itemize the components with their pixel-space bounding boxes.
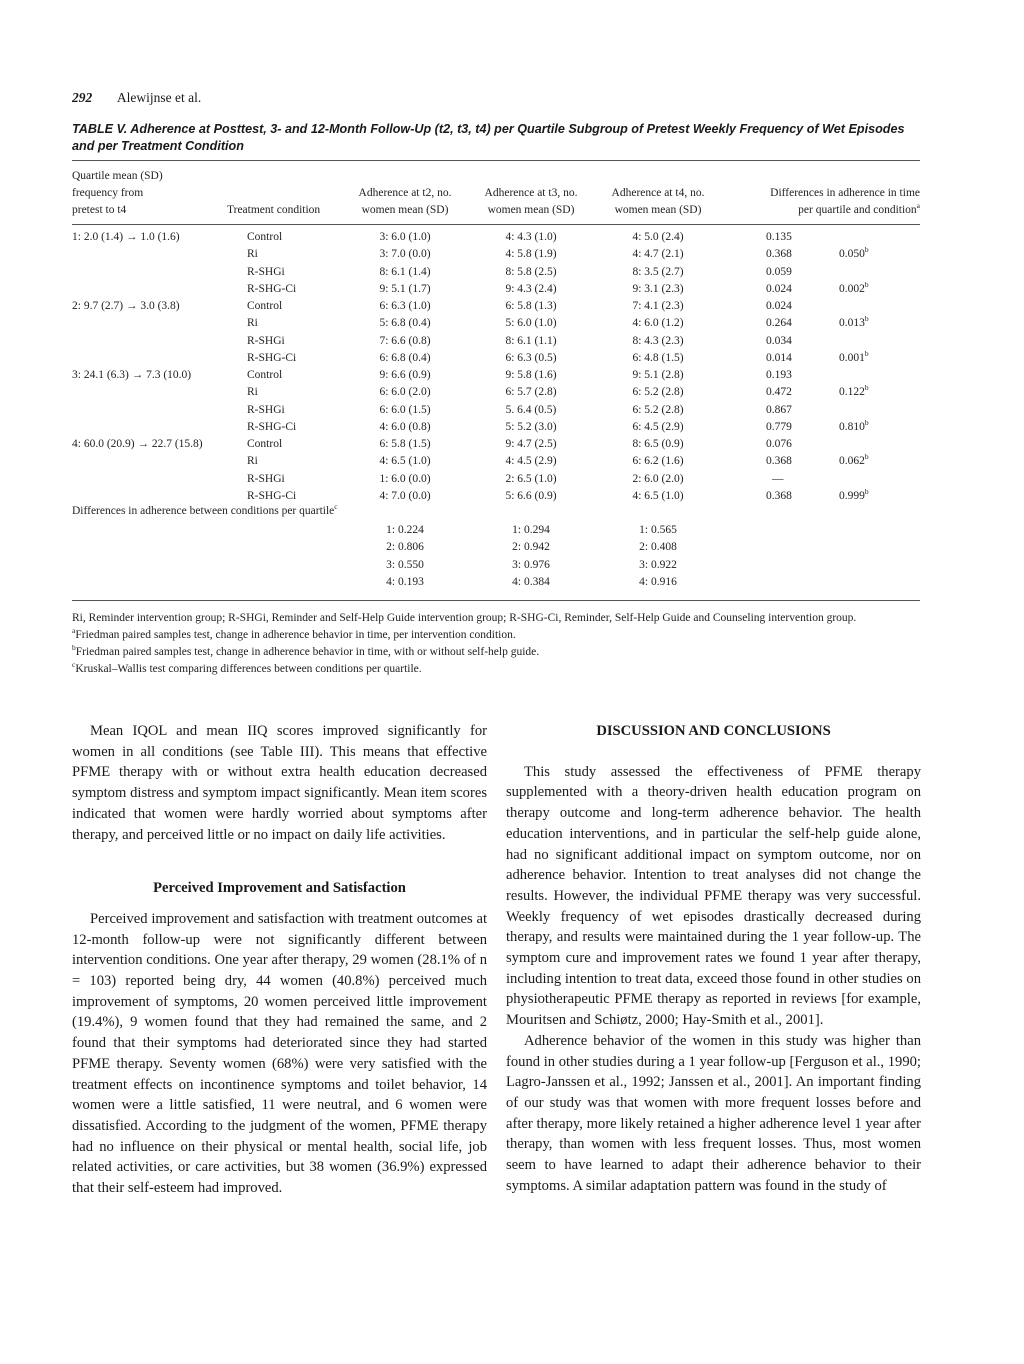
- cell-adherence-t2: 6: 6.8 (0.4): [379, 351, 431, 364]
- cell-p-condition: —: [772, 472, 784, 485]
- cell-p-selfhelp-value: 0.050: [839, 248, 865, 261]
- paragraph-iqol: Mean IQOL and mean IIQ scores improved significantly for women in all conditions (see Table III). This means that effective PFME therapy with or without extra health education decreased symptom distress and symptom impact significantly. Mean item scores indicated that women were hardly worried about symptoms after therapy, and perceived little or no impact on daily life activities.: [72, 723, 487, 843]
- cell-p-condition: 0.368: [766, 248, 792, 261]
- cell-p-condition: 0.034: [766, 334, 792, 347]
- cell-between-t2: 3: 0.550: [386, 558, 424, 571]
- cell-adherence-t3: 4: 5.8 (1.9): [505, 248, 557, 261]
- cell-adherence-t4: 4: 5.0 (2.4): [632, 231, 684, 243]
- footnote-c-mark: c: [72, 660, 76, 670]
- cell-p-selfhelp-sup: b: [864, 245, 869, 255]
- footnote-c-text: Kruskal–Wallis test comparing differences between conditions per quartile.: [75, 663, 422, 675]
- footnote-c: [72, 661, 922, 678]
- cell-p-selfhelp: [839, 453, 869, 470]
- running-head: [72, 90, 201, 106]
- header-t3: [466, 185, 596, 219]
- cell-p-condition: 0.368: [766, 455, 792, 468]
- between-conditions-label: [72, 503, 338, 520]
- cell-p-selfhelp-sup: b: [864, 279, 869, 289]
- footnote-b: [72, 644, 922, 661]
- cell-adherence-t2: 3: 7.0 (0.0): [379, 248, 431, 261]
- header-quartile-line1: Quartile mean (SD): [72, 170, 163, 182]
- cell-adherence-t4: 4: 6.5 (1.0): [632, 489, 684, 502]
- cell-p-selfhelp-value: 0.999: [839, 489, 865, 502]
- cell-between-t4: 2: 0.408: [639, 541, 677, 554]
- cell-adherence-t2: 4: 7.0 (0.0): [379, 489, 431, 502]
- paragraph-discussion-2: Adherence behavior of the women in this study was higher than found in other studies during a 1 year follow-up [Ferguson et al., 1990; Lagro-Janssen et al., 1992; Janssen et al., 2001]. An important finding of our study was that women with more frequent losses before and after therapy, more likely retained a higher adherence level 1 year after therapy, than women with less frequent losses. Thus, most women seem to have learned to adapt their adherence behavior to their symptoms. A similar adaptation pattern was found in the study of: [506, 1032, 921, 1194]
- cell-adherence-t4: 9: 3.1 (2.3): [632, 282, 684, 295]
- cell-p-selfhelp-sup: b: [864, 348, 869, 358]
- cell-p-condition: 0.059: [766, 265, 792, 278]
- cell-adherence-t2: 1: 6.0 (0.0): [379, 472, 431, 485]
- cell-adherence-t3: 2: 6.5 (1.0): [505, 472, 557, 485]
- cell-p-selfhelp: [839, 315, 869, 332]
- cell-p-condition: 0.264: [766, 317, 792, 330]
- page-number: 292: [72, 90, 93, 105]
- cell-treatment: R-SHGi: [247, 403, 285, 416]
- cell-p-condition: 0.024: [766, 300, 792, 312]
- table-caption: TABLE V. Adherence at Posttest, 3- and 12-Month Follow-Up (t2, t3, t4) per Quartile Subgroup of Pretest Weekly Frequency of Wet Episodes and per Treatment Condition: [72, 122, 905, 153]
- cell-p-selfhelp: [839, 281, 869, 298]
- cell-adherence-t4: 8: 6.5 (0.9): [632, 438, 684, 450]
- header-t3-line2: women mean (SD): [487, 204, 575, 216]
- cell-adherence-t3: 8: 6.1 (1.1): [505, 334, 557, 347]
- cell-adherence-t3: 4: 4.5 (2.9): [505, 455, 557, 468]
- cell-adherence-t2: 7: 6.6 (0.8): [379, 334, 431, 347]
- footnote-a-text: Friedman paired samples test, change in adherence behavior in time, per intervention condition.: [75, 629, 516, 641]
- cell-adherence-t4: 8: 4.3 (2.3): [632, 334, 684, 347]
- cell-adherence-t3: 9: 5.8 (1.6): [505, 369, 557, 381]
- paragraph-perceived-improvement: Perceived improvement and satisfaction with treatment outcomes at 12-month follow-up were not significantly different between intervention conditions. One year after therapy, 29 women (28.1% of n = 103) reported being dry, 44 women (40.8%) perceived much improvement of symptoms, 20 women perceived little improvement (19.4%), 9 women found that they had remained the same, and 2 found that their symptoms had deteriorated since they had started PFME therapy. Seventy women (68%) were very satisfied with the treatment effects on incontinence symptoms and toilet behavior, 14 women were a little satisfied, 11 were neutral, and 6 women were dissatisfied. According to the judgment of the women, PFME therapy had no influence on their physical or mental health, social life, job related activities, or care activities, but 38 women (36.9%) expressed that their self-esteem had improved.: [72, 910, 487, 1197]
- cell-p-selfhelp: [839, 488, 869, 505]
- cell-p-selfhelp-value: 0.002: [839, 282, 865, 295]
- cell-treatment: Control: [247, 438, 283, 450]
- table-footnotes: [72, 610, 922, 678]
- header-diff-sup: a: [916, 201, 920, 211]
- cell-p-condition: 0.076: [766, 438, 792, 450]
- cell-p-selfhelp-value: 0.013: [839, 317, 865, 330]
- cell-adherence-t3: 4: 4.3 (1.0): [505, 231, 557, 243]
- cell-adherence-t4: 9: 5.1 (2.8): [632, 369, 684, 381]
- cell-adherence-t4: 6: 4.5 (2.9): [632, 420, 684, 433]
- header-quartile-line2: frequency from: [72, 187, 144, 199]
- cell-between-t4: 3: 0.922: [639, 558, 677, 571]
- cell-adherence-t3: 9: 4.3 (2.4): [505, 282, 557, 295]
- cell-adherence-t4: 2: 6.0 (2.0): [632, 472, 684, 485]
- cell-quartile: 4: 60.0 (20.9) → 22.7 (15.8): [72, 438, 203, 450]
- cell-p-selfhelp-value: 0.062: [839, 455, 865, 468]
- footnote-b-text: Friedman paired samples test, change in adherence behavior in time, with or without self-help guide.: [75, 646, 540, 658]
- header-t3-line1: Adherence at t3, no.: [484, 187, 578, 199]
- cell-between-t2: 2: 0.806: [386, 541, 424, 554]
- header-t4: [593, 185, 723, 219]
- cell-p-condition: 0.014: [766, 351, 792, 364]
- cell-p-condition: 0.779: [766, 420, 792, 433]
- cell-between-t3: 3: 0.976: [512, 558, 550, 571]
- cell-between-t3: 1: 0.294: [512, 524, 550, 536]
- cell-p-selfhelp-value: 0.810: [839, 420, 865, 433]
- cell-treatment: Control: [247, 231, 283, 243]
- cell-between-t2: 1: 0.224: [386, 524, 424, 536]
- table-bottom-rule: [72, 600, 920, 601]
- cell-adherence-t3: 6: 5.7 (2.8): [505, 386, 557, 399]
- cell-adherence-t3: 6: 6.3 (0.5): [505, 351, 557, 364]
- cell-p-selfhelp: [839, 384, 869, 401]
- cell-adherence-t3: 5: 5.2 (3.0): [505, 420, 557, 433]
- cell-between-t2: 4: 0.193: [386, 575, 424, 588]
- cell-between-t4: 4: 0.916: [639, 575, 677, 588]
- body-left-column: [72, 721, 487, 1199]
- cell-p-selfhelp: [839, 246, 869, 263]
- cell-adherence-t2: 3: 6.0 (1.0): [379, 231, 431, 243]
- cell-adherence-t3: 5: 6.0 (1.0): [505, 317, 557, 330]
- header-diff-line2: [730, 202, 920, 219]
- table-header-rule: [72, 224, 920, 225]
- cell-treatment: Ri: [247, 455, 258, 468]
- footnote-abbreviations: Ri, Reminder intervention group; R-SHGi, Reminder and Self-Help Guide intervention group; R-SHG-Ci, Reminder, Self-Help Guide and Counseling intervention group.: [72, 612, 857, 624]
- cell-adherence-t2: 9: 5.1 (1.7): [379, 282, 431, 295]
- cell-treatment: R-SHG-Ci: [247, 351, 297, 364]
- cell-adherence-t3: 6: 5.8 (1.3): [505, 300, 557, 312]
- cell-adherence-t3: 9: 4.7 (2.5): [505, 438, 557, 450]
- header-diff-line1: Differences in adherence in time: [770, 187, 920, 199]
- cell-treatment: Control: [247, 300, 283, 312]
- cell-adherence-t4: 6: 6.2 (1.6): [632, 455, 684, 468]
- body-right-column: [506, 721, 921, 1196]
- cell-treatment: Ri: [247, 317, 258, 330]
- paragraph-discussion-1: This study assessed the effectiveness of PFME therapy supplemented with a theory-driven health education program on therapy outcome and long-term adherence behavior. The health education interventions, and in particular the self-help guide alone, had no significant additional impact on symptom outcome, nor on adherence behavior. Intention to treat analyses did not change the results. However, the individual PFME therapy was very successful. Weekly frequency of wet episodes drastically decreased during therapy, and results were maintained during the 1 year follow-up. The symptom cure and improvement rates we found 1 year after therapy, including intention to treat data, exceed those found in other studies on physiotherapeutic PFME therapy as reported in reviews [for example, Mouritsen and Schiøtz, 2000; Hay-Smith et al., 2001].: [506, 763, 921, 1029]
- header-quartile-line3: pretest to t4: [72, 204, 127, 216]
- between-conditions-label-sup: c: [334, 502, 338, 512]
- cell-adherence-t4: 7: 4.1 (2.3): [632, 300, 684, 312]
- cell-adherence-t2: 6: 6.3 (1.0): [379, 300, 431, 312]
- cell-adherence-t2: 6: 5.8 (1.5): [379, 438, 431, 450]
- cell-p-condition: 0.368: [766, 489, 792, 502]
- cell-adherence-t2: 6: 6.0 (2.0): [379, 386, 431, 399]
- cell-adherence-t4: 6: 5.2 (2.8): [632, 403, 684, 416]
- header-t2-line1: Adherence at t2, no.: [358, 187, 452, 199]
- cell-treatment: R-SHGi: [247, 265, 285, 278]
- cell-treatment: Ri: [247, 386, 258, 399]
- table-top-rule: [72, 160, 920, 161]
- cell-between-t3: 2: 0.942: [512, 541, 550, 554]
- header-t2: [340, 185, 470, 219]
- cell-p-selfhelp-value: 0.001: [839, 351, 865, 364]
- cell-p-selfhelp-sup: b: [864, 314, 869, 324]
- cell-p-condition: 0.193: [766, 369, 792, 381]
- cell-p-condition: 0.867: [766, 403, 792, 416]
- cell-adherence-t3: 5: 6.6 (0.9): [505, 489, 557, 502]
- section-heading-perceived-improvement: Perceived Improvement and Satisfaction: [153, 880, 406, 897]
- cell-p-condition: 0.024: [766, 282, 792, 295]
- cell-between-t4: 1: 0.565: [639, 524, 677, 536]
- cell-adherence-t3: 8: 5.8 (2.5): [505, 265, 557, 278]
- cell-p-selfhelp-sup: b: [864, 452, 869, 462]
- cell-p-selfhelp: [839, 419, 869, 436]
- cell-treatment: R-SHG-Ci: [247, 282, 297, 295]
- cell-adherence-t2: 9: 6.6 (0.9): [379, 369, 431, 381]
- header-diff: [730, 185, 920, 219]
- cell-adherence-t2: 4: 6.5 (1.0): [379, 455, 431, 468]
- cell-treatment: R-SHG-Ci: [247, 420, 297, 433]
- header-quartile: [72, 168, 163, 219]
- cell-treatment: R-SHGi: [247, 472, 285, 485]
- header-t4-line1: Adherence at t4, no.: [611, 187, 705, 199]
- header-diff-line2-text: per quartile and condition: [798, 204, 917, 216]
- cell-quartile: 2: 9.7 (2.7) → 3.0 (3.8): [72, 300, 180, 312]
- cell-adherence-t4: 4: 6.0 (1.2): [632, 317, 684, 330]
- cell-adherence-t2: 8: 6.1 (1.4): [379, 265, 431, 278]
- cell-adherence-t2: 4: 6.0 (0.8): [379, 420, 431, 433]
- footnote-a-mark: a: [72, 626, 76, 636]
- cell-treatment: R-SHG-Ci: [247, 489, 297, 502]
- header-t2-line2: women mean (SD): [361, 204, 449, 216]
- section-heading-discussion: DISCUSSION AND CONCLUSIONS: [596, 723, 831, 739]
- between-conditions-label-text: Differences in adherence between conditions per quartile: [72, 505, 335, 517]
- cell-p-selfhelp-sup: b: [864, 383, 869, 393]
- cell-p-selfhelp-sup: b: [864, 486, 869, 496]
- cell-adherence-t3: 5. 6.4 (0.5): [505, 403, 557, 416]
- cell-quartile: 1: 2.0 (1.4) → 1.0 (1.6): [72, 231, 180, 243]
- cell-adherence-t4: 8: 3.5 (2.7): [632, 265, 684, 278]
- cell-adherence-t4: 4: 4.7 (2.1): [632, 248, 684, 261]
- cell-adherence-t2: 6: 6.0 (1.5): [379, 403, 431, 416]
- cell-treatment: R-SHGi: [247, 334, 285, 347]
- cell-p-selfhelp-value: 0.122: [839, 386, 865, 399]
- footnote-b-mark: b: [72, 643, 76, 653]
- header-t4-line2: women mean (SD): [614, 204, 702, 216]
- cell-treatment: Control: [247, 369, 283, 381]
- cell-p-condition: 0.135: [766, 231, 792, 243]
- cell-p-selfhelp-sup: b: [864, 417, 869, 427]
- cell-adherence-t4: 6: 4.8 (1.5): [632, 351, 684, 364]
- cell-between-t3: 4: 0.384: [512, 575, 550, 588]
- cell-adherence-t4: 6: 5.2 (2.8): [632, 386, 684, 399]
- cell-p-condition: 0.472: [766, 386, 792, 399]
- header-treatment: Treatment condition: [227, 204, 321, 216]
- running-head-authors: Alewijnse et al.: [116, 90, 202, 105]
- cell-p-selfhelp: [839, 350, 869, 367]
- footnote-a: [72, 627, 922, 644]
- cell-adherence-t2: 5: 6.8 (0.4): [379, 317, 431, 330]
- cell-treatment: Ri: [247, 248, 258, 261]
- cell-quartile: 3: 24.1 (6.3) → 7.3 (10.0): [72, 369, 192, 381]
